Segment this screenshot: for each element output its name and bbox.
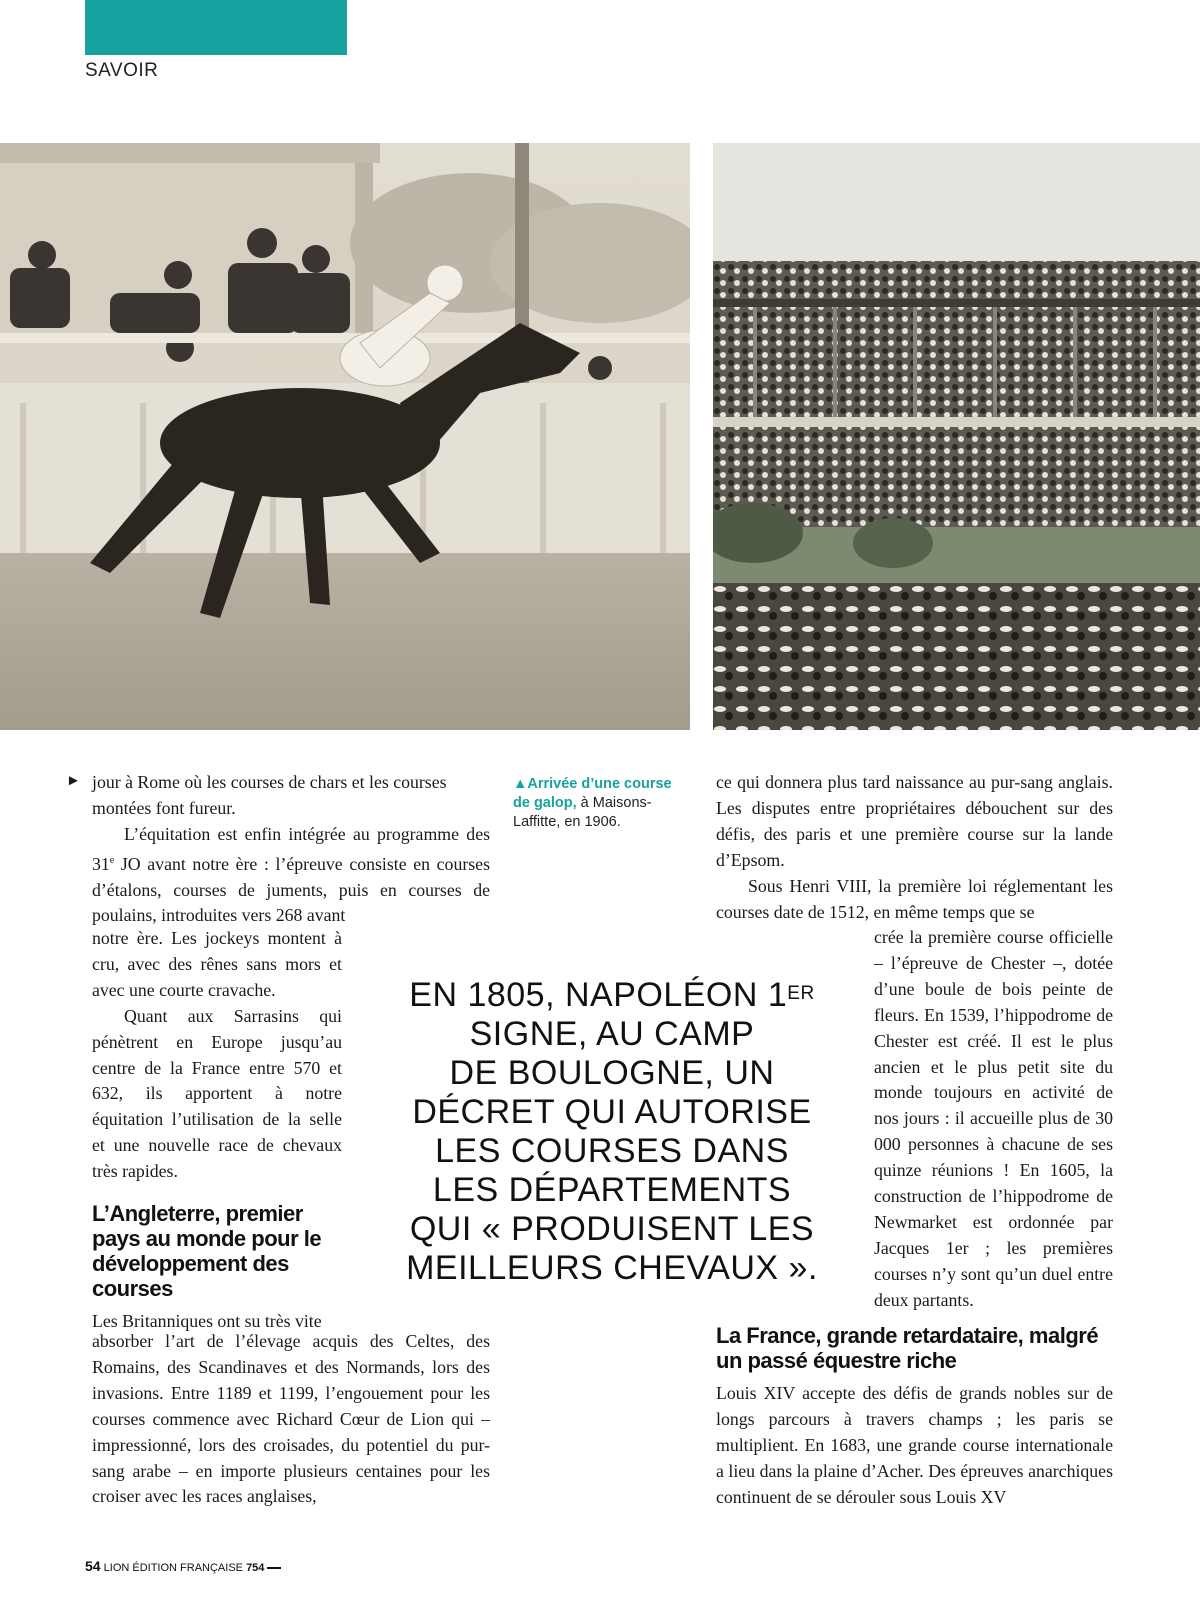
quote-line-3: DE BOULOGNE, UN [449,1054,775,1092]
quote-line-5: LES COURSES DANS [435,1132,789,1170]
column-1-bottom [92,1329,490,1510]
grandstand-crowd-photo [713,143,1200,730]
horse-race-photo [0,143,690,730]
quote-line-7: QUI « PRODUISENT LES [409,1210,815,1248]
col3-p1: ce qui donnera plus tard naissance au pur-sang anglais. Les disputes entre propriétaires débouchent sur des défis, des paris et une première course sur la lande d’Epsom. [716,772,1113,870]
quote-line-2: SIGNE, AU CAMP [469,1015,755,1053]
section-tab [85,0,347,55]
col1-p2-sup: e [109,854,115,866]
caption-text-2: Laffitte, en 1906. [513,814,621,830]
col3-p2a: Sous Henri VIII, la première loi réglementant les courses date de 1512, en même temps que se [716,875,1113,922]
quote-line-1: EN 1805, NAPOLÉON 1 [409,976,788,1014]
photo-caption [513,775,683,832]
footer-rule [267,1567,281,1569]
column-1-narrow [92,926,342,1335]
column-3-bottom [716,1323,1113,1511]
col3-p3: Louis XIV accepte des défis de grands nobles sur de longs parcours à travers champs ; les paris se multiplient. En 1683, une grande course internationale a lieu dans la plaine d’Acher. Des épreuves anarchiques continuent de se dérouler sous Louis XV [716,1383,1113,1507]
caption-marker: ▲ [513,776,528,792]
quote-line-6: LES DÉPARTEMENTS [432,1171,792,1209]
col1-heading: L’Angleterre, premier pays au monde pour le développement des courses [92,1201,322,1302]
section-label: SAVOIR [85,60,159,81]
continuation-arrow: ► [66,773,81,789]
col1-p3: Quant aux Sarrasins qui pénètrent en Europe jusqu’au centre de la France entre 570 et 632, ils apportent à notre équitation l’utilisation de la selle et une nouvelle race de chevaux très rapides. [92,1005,342,1182]
page-number: 54 [85,1558,101,1574]
col1-p2 [92,822,490,930]
col1-p1-line1: jour à Rome où les courses de chars et les courses [92,772,447,792]
col1-p2c: notre ère. Les jockeys montent à cru, avec des rênes sans mors et avec une courte cravache. [92,928,342,1000]
quote-line-8: MEILLEURS CHEVAUX ». [406,1249,818,1287]
col1-p4b: absorber l’art de l’élevage acquis des Celtes, des Romains, des Scandinaves et des Normands, lors des invasions. Entre 1189 et 1199, l’engouement pour les courses commence avec Richard Cœur de Lion qui – impressionné, lors des croisades, du potentiel du pur-sang arabe – en importe plusieurs centaines pour les croiser avec les races anglaises, [92,1331,490,1507]
column-1-top [92,770,490,929]
page-footer [85,1558,281,1574]
col1-p2-text-2: JO avant notre ère : l’épreuve consiste en courses d’étalons, courses de juments, puis en courses de poulains, introduites vers 268 avant [92,853,490,926]
column-3-narrow [874,925,1113,1314]
pull-quote [392,976,832,1288]
caption-text: à Maisons- [576,795,652,811]
col1-p2-text: L’équitation est enfin intégrée au programme des 31 [92,823,490,874]
quote-line-4: DÉCRET QUI AUTORISE [412,1093,812,1131]
quote-sup: ER [787,983,815,1004]
caption-highlight: Arrivée d’une course [527,776,672,792]
issue-number: 754 [246,1562,265,1574]
col1-p4a: Les Britanniques ont su très vite [92,1311,322,1332]
magazine-name: LION ÉDITION FRANÇAISE [103,1562,243,1574]
caption-highlight-2: de galop, [513,795,577,811]
col3-heading: La France, grande retardataire, malgré un passé équestre riche [716,1323,1099,1373]
col1-p1-line2: montées font fureur. [92,797,236,818]
col3-p2b: crée la première course officielle – l’épreuve de Chester –, dotée d’une boule de bois peinte de fleurs. En 1539, l’hippodrome de Chester est créé. Il est le plus ancien et le plus petit site du monde toujours en activité de nos jours : il accueille plus de 30 000 personnes à chacune de ses quinze réunions ! En 1605, la construction de l’hippodrome de Newmarket est ordonnée par Jacques 1er ; les premières courses n’y sont qu’un duel entre deux partants. [874,927,1113,1310]
column-3-top [716,770,1113,925]
